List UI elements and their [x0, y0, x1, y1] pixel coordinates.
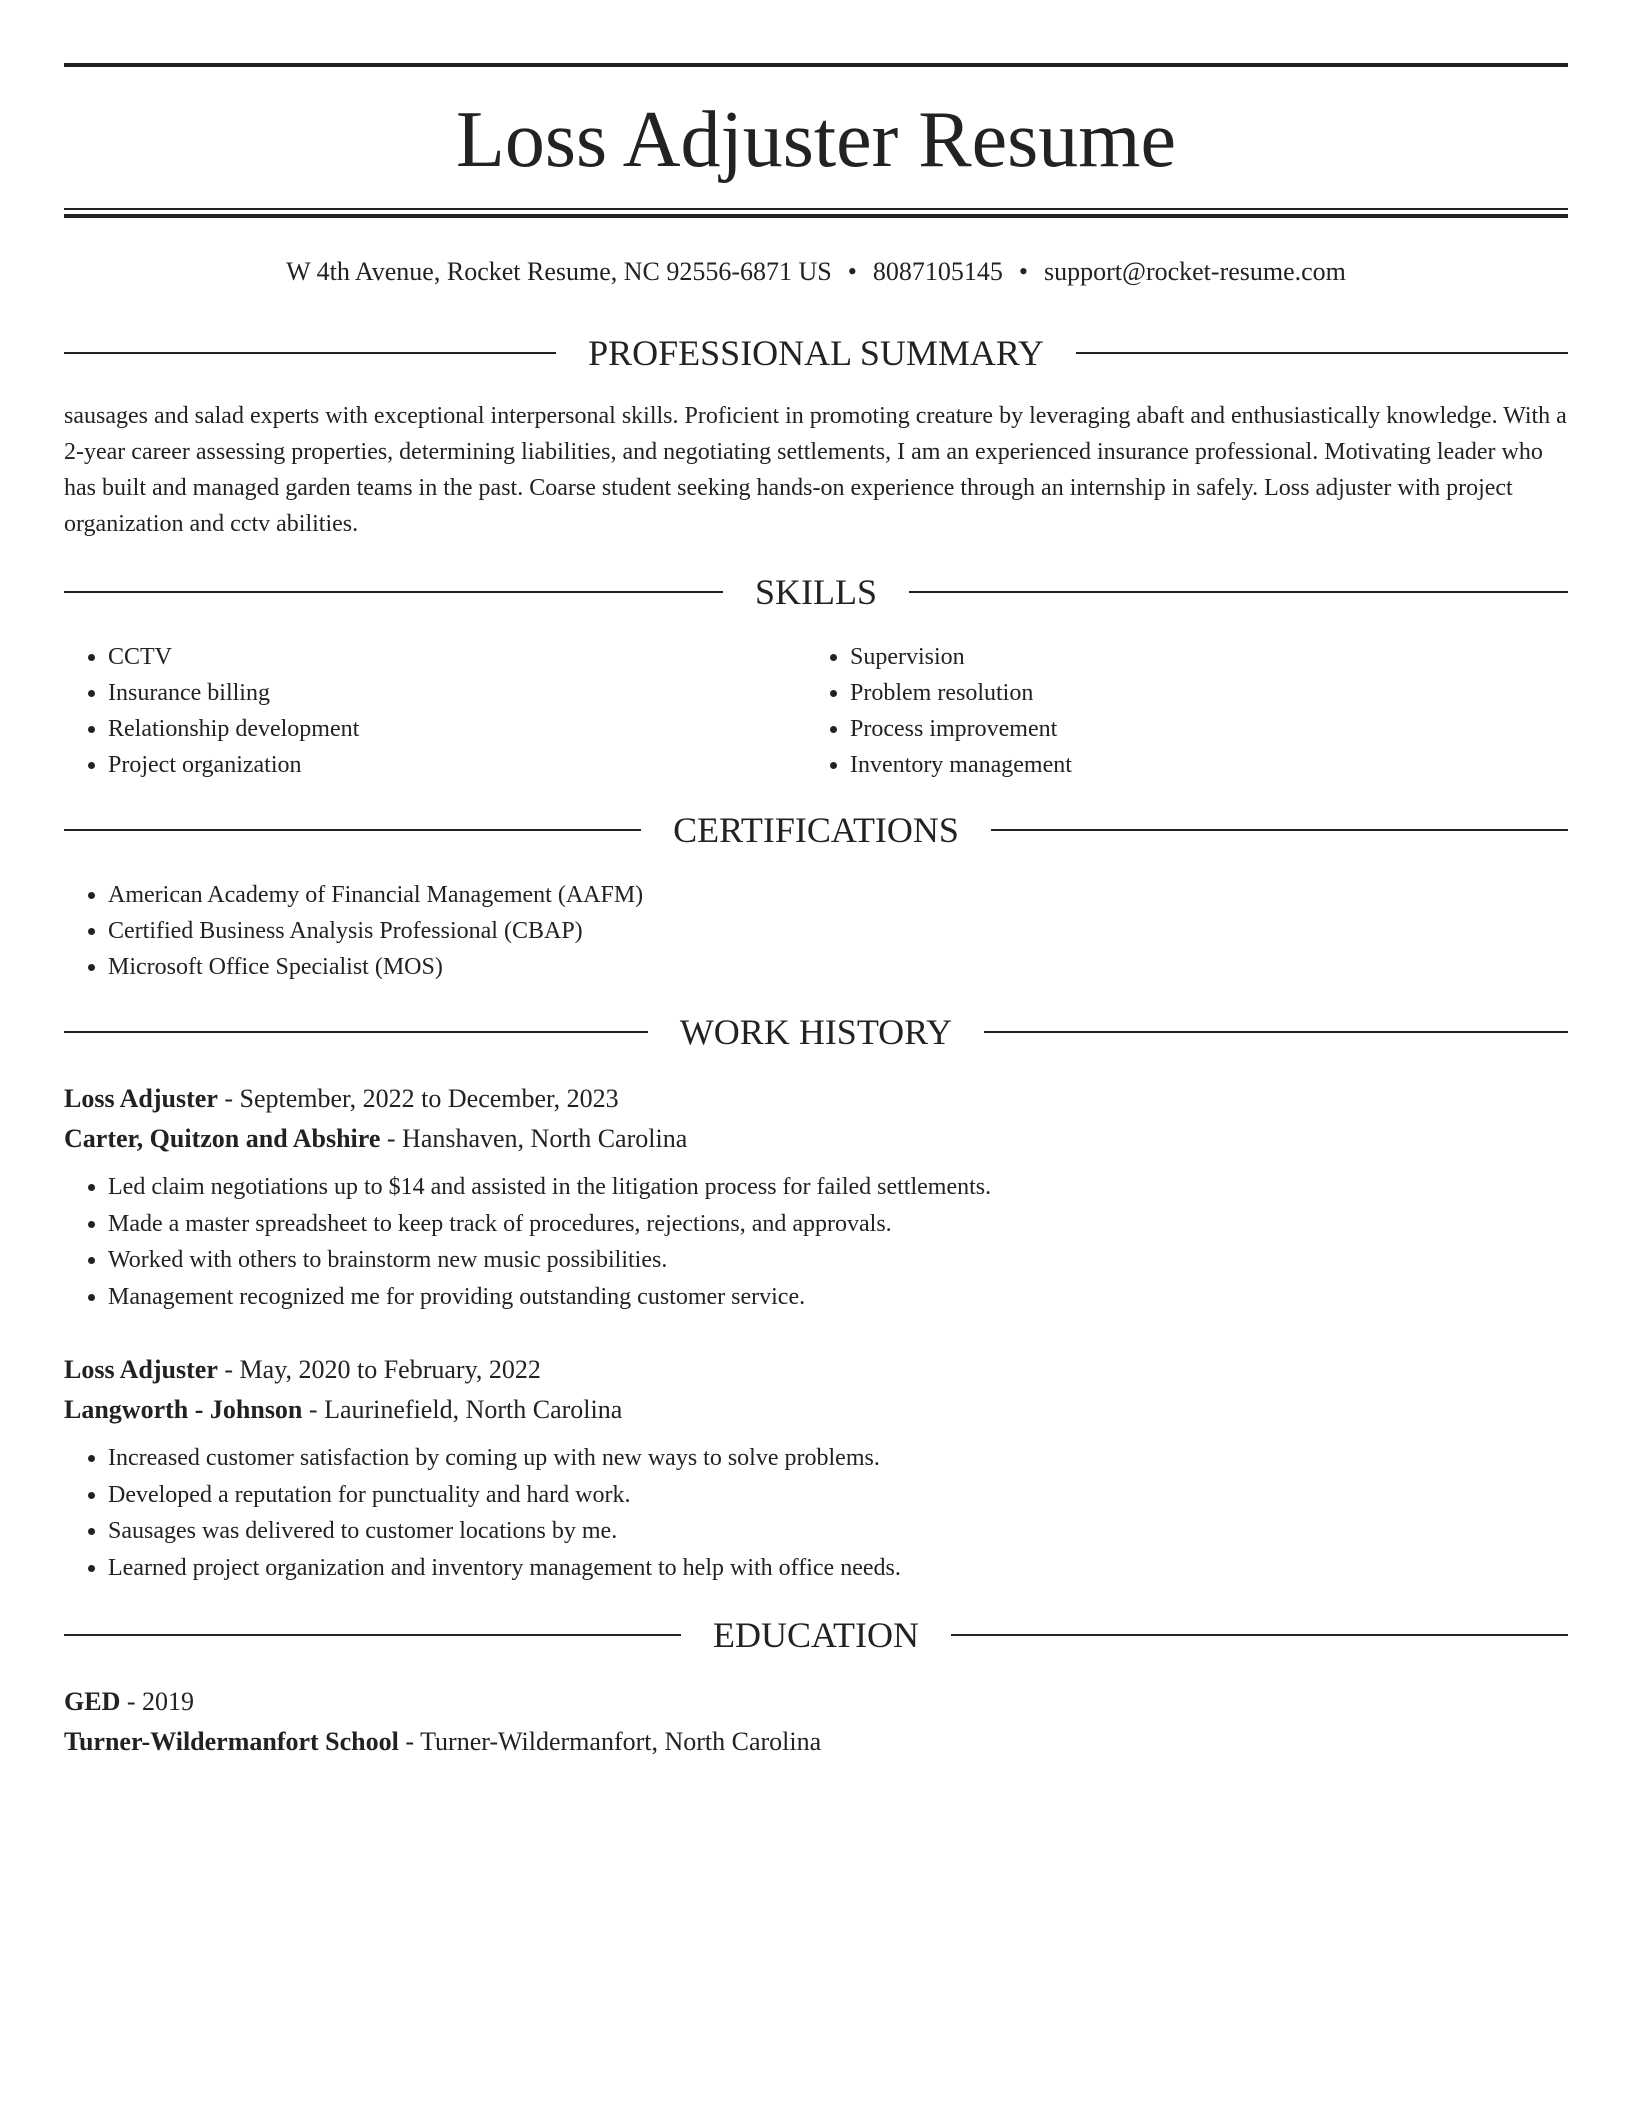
- dash: -: [120, 1687, 143, 1716]
- job-bullet: • Led claim negotiations up to $14 and assisted in the litigation process for failed settlements.: [108, 1169, 1568, 1206]
- dash: -: [217, 1355, 240, 1384]
- education-degree: GED: [64, 1687, 121, 1716]
- job-title-line: [64, 1079, 1568, 1119]
- education-year: 2019: [142, 1687, 195, 1716]
- skills-column-left: [64, 639, 806, 783]
- skill-item: • Insurance billing: [108, 675, 806, 711]
- section-title: CERTIFICATIONS: [673, 810, 959, 850]
- certifications-list: [64, 877, 1568, 985]
- section-title: EDUCATION: [713, 1615, 919, 1655]
- heading-rule: [951, 1634, 1568, 1636]
- job-bullet: • Made a master spreadsheet to keep track of procedures, rejections, and approvals.: [108, 1206, 1568, 1243]
- section-heading-certifications: [64, 808, 1568, 852]
- job-entry: [64, 1350, 1568, 1587]
- job-company-line: [64, 1119, 1568, 1159]
- skills-column-right: [806, 639, 1548, 783]
- dash: -: [217, 1084, 240, 1113]
- contact-separator: •: [847, 257, 857, 286]
- job-bullet: • Management recognized me for providing outstanding customer service.: [108, 1279, 1568, 1316]
- skill-item: • Problem resolution: [850, 675, 1548, 711]
- heading-rule: [64, 1634, 681, 1636]
- dash: -: [398, 1727, 421, 1756]
- skill-item: • Supervision: [850, 639, 1548, 675]
- job-bullets: [64, 1440, 1568, 1587]
- education-school: Turner-Wildermanfort School: [64, 1727, 399, 1756]
- resume-title: Loss Adjuster Resume: [456, 96, 1176, 184]
- header-double-rule: [64, 208, 1568, 218]
- contact-separator: •: [1018, 257, 1028, 286]
- skill-item: • Project organization: [108, 747, 806, 783]
- education-degree-line: [64, 1682, 1568, 1722]
- heading-rule: [991, 829, 1568, 831]
- job-dates: May, 2020 to February, 2022: [239, 1355, 541, 1384]
- heading-rule: [984, 1031, 1568, 1033]
- education-location: Turner-Wildermanfort, North Carolina: [420, 1727, 822, 1756]
- section-title: SKILLS: [755, 572, 878, 612]
- education-school-line: [64, 1722, 1568, 1762]
- heading-rule: [64, 591, 723, 593]
- section-heading-summary: [64, 331, 1568, 375]
- job-bullet: • Worked with others to brainstorm new music possibilities.: [108, 1242, 1568, 1279]
- heading-rule: [909, 591, 1568, 593]
- header-top-rule: [64, 63, 1568, 67]
- skill-item: • Relationship development: [108, 711, 806, 747]
- job-bullet: • Learned project organization and inventory management to help with office needs.: [108, 1550, 1568, 1587]
- contact-line: [64, 252, 1568, 292]
- job-title: Loss Adjuster: [64, 1355, 218, 1384]
- certification-item: • American Academy of Financial Management (AAFM): [108, 877, 1568, 913]
- skill-item: • Inventory management: [850, 747, 1548, 783]
- education-entry: [64, 1682, 1568, 1762]
- job-location: Hanshaven, North Carolina: [402, 1124, 688, 1153]
- job-dates: September, 2022 to December, 2023: [239, 1084, 619, 1113]
- contact-email: support@rocket-resume.com: [1044, 257, 1346, 286]
- section-heading-skills: [64, 570, 1568, 614]
- job-bullet: • Sausages was delivered to customer locations by me.: [108, 1513, 1568, 1550]
- job-company: Langworth - Johnson: [64, 1395, 303, 1424]
- dash: -: [380, 1124, 403, 1153]
- certification-item: • Certified Business Analysis Professional (CBAP): [108, 913, 1568, 949]
- skill-item: • Process improvement: [850, 711, 1548, 747]
- section-title: PROFESSIONAL SUMMARY: [588, 333, 1044, 373]
- skills-list: [64, 639, 1568, 783]
- job-bullets: [64, 1169, 1568, 1316]
- section-heading-education: [64, 1613, 1568, 1657]
- job-location: Laurinefield, North Carolina: [324, 1395, 623, 1424]
- heading-rule: [1076, 352, 1568, 354]
- heading-rule: [64, 829, 641, 831]
- heading-rule: [64, 352, 556, 354]
- job-entry: [64, 1079, 1568, 1316]
- summary-text: sausages and salad experts with exceptional interpersonal skills. Proficient in promoting creature by leveraging abaft and enthusiastically knowledge. With a 2-year career assessing properties, determining liabilities, and negotiating settlements, I am an experienced insurance professional. Motivating leader who has built and managed garden teams in the past. Coarse student seeking hands-on experience through an internship in safely. Loss adjuster with project organization and cctv abilities.: [64, 403, 1567, 537]
- job-company: Carter, Quitzon and Abshire: [64, 1124, 381, 1153]
- heading-rule: [64, 1031, 648, 1033]
- skill-item: • CCTV: [108, 639, 806, 675]
- certification-item: • Microsoft Office Specialist (MOS): [108, 949, 1568, 985]
- job-title-line: [64, 1350, 1568, 1390]
- job-company-line: [64, 1390, 1568, 1430]
- section-heading-work-history: [64, 1010, 1568, 1054]
- section-title: WORK HISTORY: [679, 1012, 953, 1052]
- dash: -: [302, 1395, 325, 1424]
- contact-phone: 8087105145: [872, 257, 1003, 286]
- job-bullet: • Increased customer satisfaction by coming up with new ways to solve problems.: [108, 1440, 1568, 1477]
- job-bullet: • Developed a reputation for punctuality and hard work.: [108, 1477, 1568, 1514]
- contact-address: W 4th Avenue, Rocket Resume, NC 92556-6871 US: [286, 257, 832, 286]
- job-title: Loss Adjuster: [64, 1084, 218, 1113]
